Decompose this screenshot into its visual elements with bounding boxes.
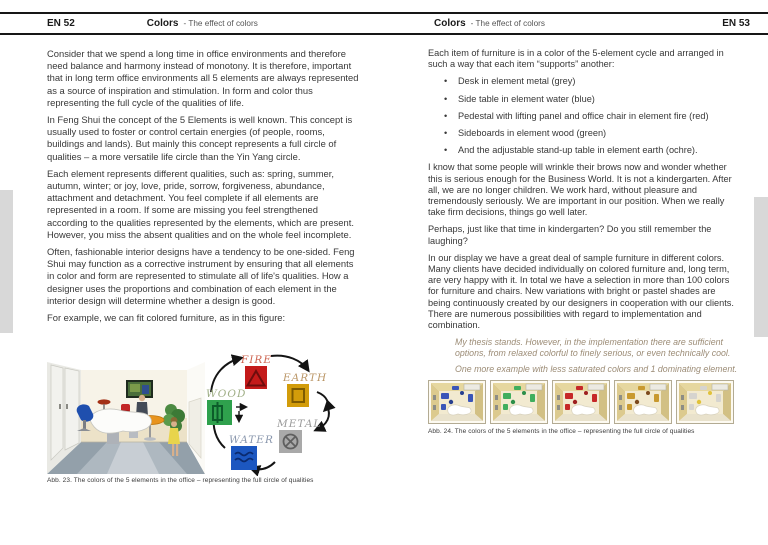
section-title-right: Colors bbox=[434, 18, 466, 29]
fire-label: FIRE bbox=[241, 354, 273, 366]
intro-paragraph: Each item of furniture is in a color of the 5-element cycle and arranged in such a way that each item “supports” another: bbox=[428, 48, 724, 70]
body-paragraph: In our display we have a great deal of sample furniture in different colors. Many clients have decided individually on colored furniture and, long term, are very happy with it. In total we have a selection in more than 100 colors for furniture and chairs. New variations with bright or pastel shades are being continuously created by our designers in cooperation with our clients. There are numerous possibilities with regard to implementation and combination. bbox=[428, 252, 734, 331]
body-paragraph: For example, we can fit colored furniture, as in this figure: bbox=[47, 312, 286, 324]
right-page-number-wrap bbox=[722, 14, 750, 33]
body-paragraph: Consider that we spend a long time in office environments and therefore need balance and harmony instead of monotony. It is therefore, important that in long term office environments all 5 elements are always represented as a source of inspiration and stimulation. In form and color thus representing the full cycle of the qualities of life. bbox=[47, 48, 359, 108]
page-header bbox=[0, 12, 768, 35]
figure-23-caption: Abb. 23. The colors of the 5 elements in the office – representing the full circle of qualities bbox=[47, 477, 314, 484]
bullet-text: And the adjustable stand-up table in element earth (ochre). bbox=[458, 145, 698, 156]
section-subtitle-right: - The effect of colors bbox=[470, 19, 546, 28]
bullet-item bbox=[428, 76, 740, 87]
section-subtitle-left: - The effect of colors bbox=[183, 19, 258, 28]
bullet-text: Pedestal with lifting panel and office chair in element fire (red) bbox=[458, 110, 709, 121]
water-square bbox=[231, 446, 257, 470]
section-tab-right bbox=[754, 197, 768, 337]
body-paragraph: I know that some people will wrinkle their brows now and wonder whether this is serious enough for the Business World. It is not a kindergarten. After all, we are no longer children. We work hard, without pleasure and tremendously seriously. We are important in our position. When we really take firm decisions, things go well later. bbox=[428, 162, 732, 218]
earth-square bbox=[287, 384, 309, 407]
right-page-number: EN 53 bbox=[722, 18, 750, 29]
bullet-list bbox=[428, 76, 740, 156]
wood-square bbox=[207, 400, 232, 425]
wall-picture bbox=[126, 380, 153, 398]
right-page-column bbox=[428, 48, 740, 518]
office-thumbnail bbox=[490, 380, 548, 424]
office-thumbnail bbox=[428, 380, 486, 424]
bullet-marker: • bbox=[444, 128, 448, 139]
bullet-text: Sideboards in element wood (green) bbox=[458, 128, 607, 139]
office-thumbnail bbox=[552, 380, 610, 424]
bullet-marker: • bbox=[444, 93, 448, 104]
figure-abb-23 bbox=[47, 356, 377, 486]
bullet-marker: • bbox=[444, 76, 448, 87]
bullet-item bbox=[428, 111, 740, 122]
body-paragraph: Often, fashionable interior designs have a tendency to be one-sided. Feng Shui may function as a corrective instrument by ensuring that all elements in color and form are represented to stimulate all of life's qualities. How a designer uses the proportions and combination of each element in the interior design will determine whether a design is good. bbox=[47, 246, 355, 306]
bullet-item bbox=[428, 94, 740, 105]
margin-note-quote: My thesis stands. However, in the implementation there are sufficient options, from relaxed colorful to finely serious, or even technically cool. bbox=[455, 337, 731, 359]
figure-abb-24 bbox=[428, 380, 740, 424]
office-thumbnail bbox=[614, 380, 672, 424]
wood-label: WOOD bbox=[206, 388, 247, 400]
five-element-cycle-diagram bbox=[205, 350, 369, 476]
figure-24-caption: Abb. 24. The colors of the 5 elements in the office – representing the full circle of qualities bbox=[428, 428, 695, 436]
earth-label: EARTH bbox=[283, 372, 328, 384]
bullet-item bbox=[428, 145, 740, 156]
bullet-item bbox=[428, 128, 740, 139]
bullet-text: Side table in element water (blue) bbox=[458, 93, 595, 104]
bullet-marker: • bbox=[444, 145, 448, 156]
office-room-illustration bbox=[47, 362, 205, 474]
right-page-header bbox=[434, 14, 545, 33]
left-page-column bbox=[47, 48, 360, 508]
body-paragraph: Perhaps, just like that time in kindergarten? Do you still remember the laughing? bbox=[428, 224, 712, 246]
body-paragraph: Each element represents different qualities, such as: spring, summer, autumn, winter; or joy, love, pride, sorrow, forgiveness, abundance, attachment and detachment. You feel complete if all elements are represented in a room. If some are missing you feel strengthened according to the qualities represented by the elements, which are present. However, you miss the absent qualities and on the whole feel incomplete. bbox=[47, 167, 354, 240]
section-tab-left bbox=[0, 190, 13, 333]
section-title-left: Colors bbox=[146, 18, 179, 29]
metal-label: METAL bbox=[277, 418, 322, 430]
left-page-number: EN 52 bbox=[47, 18, 75, 29]
water-label: WATER bbox=[229, 434, 274, 446]
bullet-text: Desk in element metal (grey) bbox=[458, 76, 576, 87]
office-thumbnail bbox=[676, 380, 734, 424]
left-page-header bbox=[47, 14, 258, 33]
body-paragraph: In Feng Shui the concept of the 5 Elements is well known. This concept is usually used to foster or control certain energies (of people, rooms, buildings and lands). But mainly this concept represents a full circle of qualities – a more versatile life circle than the Yin Yang circle. bbox=[47, 114, 353, 162]
margin-note-quote: One more example with less saturated colors and 1 dominating element. bbox=[455, 364, 738, 375]
bullet-marker: • bbox=[444, 110, 448, 121]
